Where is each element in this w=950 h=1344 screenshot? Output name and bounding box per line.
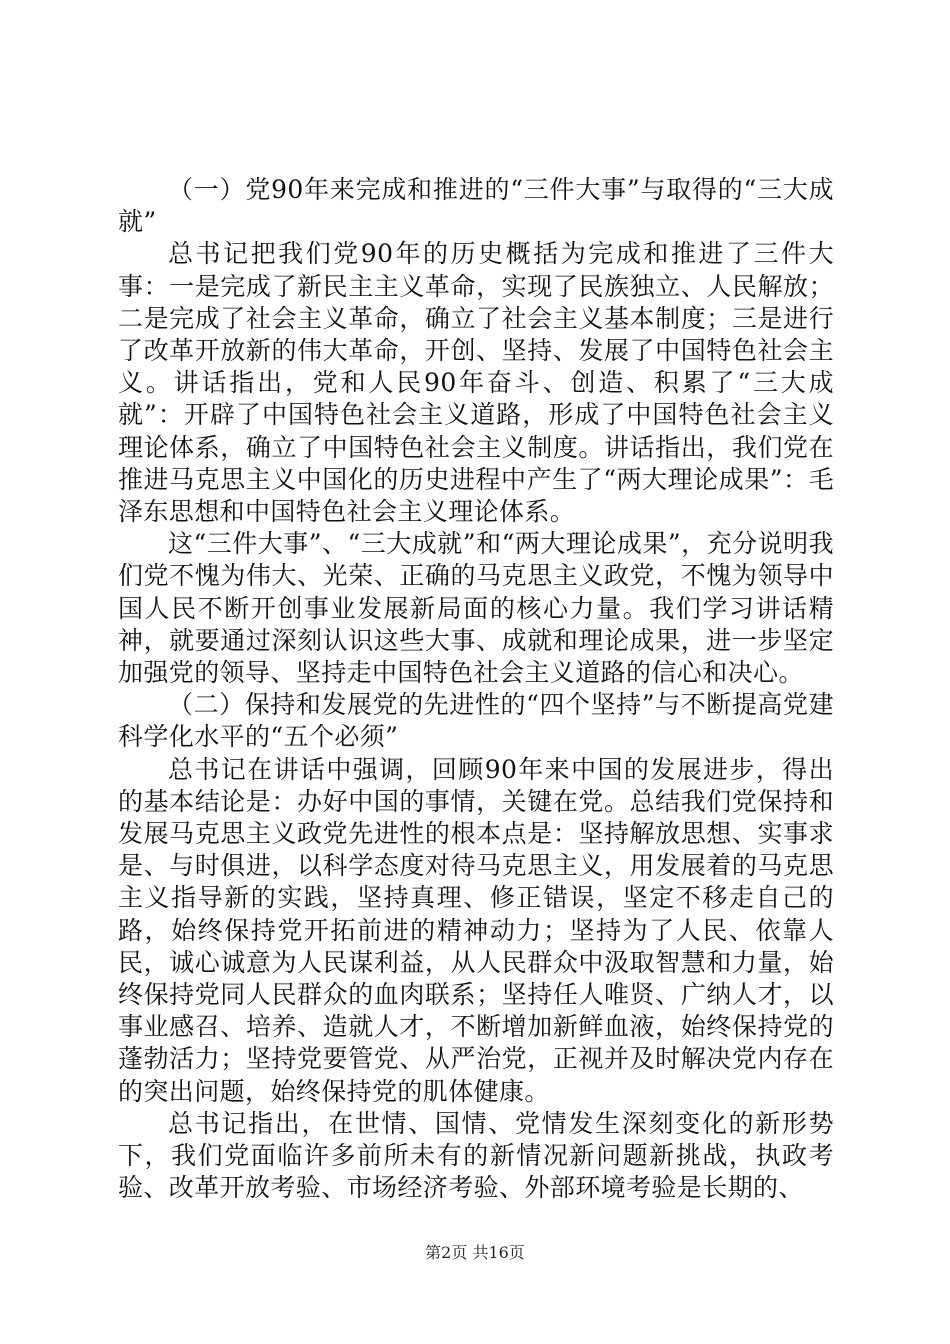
body-paragraph: 总书记指出，在世情、国情、党情发生深刻变化的新形势下，我们党面临许多前所未有的新情况新问题新挑战，执政考验、改革开放考验、市场经济考验、外部环境考验是长期的、	[118, 1108, 834, 1203]
body-paragraph: 这“三件大事”、“三大成就”和“两大理论成果”，充分说明我们党不愧为伟大、光荣、正确的马克思主义政党，不愧为领导中国人民不断开创事业发展新局面的核心力量。我们学习讲话精神，就要通过深刻认识这些大事、成就和理论成果，进一步坚定加强党的领导、坚持走中国特色社会主义道路的信心和决心。	[118, 529, 834, 688]
page-number-footer: 第2页 共16页	[425, 1243, 525, 1262]
document-body	[118, 174, 834, 1205]
section-heading-2: （二）保持和发展党的先进性的“四个坚持”与不断提高党建科学化水平的“五个必须”	[118, 690, 834, 752]
body-paragraph: 总书记把我们党90年的历史概括为完成和推进了三件大事：一是完成了新民主主义革命，实现了民族独立、人民解放；二是完成了社会主义革命，确立了社会主义基本制度；三是进行了改革开放新的伟大革命，开创、坚持、发展了中国特色社会主义。讲话指出，党和人民90年奋斗、创造、积累了“三大成就”：开辟了中国特色社会主义道路，形成了中国特色社会主义理论体系，确立了中国特色社会主义制度。讲话指出，我们党在推进马克思主义中国化的历史进程中产生了“两大理论成果”：毛泽东思想和中国特色社会主义理论体系。	[118, 239, 834, 527]
section-heading-1: （一）党90年来完成和推进的“三件大事”与取得的“三大成就”	[118, 175, 834, 237]
body-paragraph: 总书记在讲话中强调，回顾90年来中国的发展进步，得出的基本结论是：办好中国的事情，关键在党。总结我们党保持和发展马克思主义政党先进性的根本点是：坚持解放思想、实事求是、与时俱进，以科学态度对待马克思主义，用发展着的马克思主义指导新的实践，坚持真理、修正错误，坚定不移走自己的路，始终保持党开拓前进的精神动力；坚持为了人民、依靠人民，诚心诚意为人民谋利益，从人民群众中汲取智慧和力量，始终保持党同人民群众的血肉联系；坚持任人唯贤、广纳人才，以事业感召、培养、造就人才，不断增加新鲜血液，始终保持党的蓬勃活力；坚持党要管党、从严治党，正视并及时解决党内存在的突出问题，始终保持党的肌体健康。	[118, 754, 834, 1106]
